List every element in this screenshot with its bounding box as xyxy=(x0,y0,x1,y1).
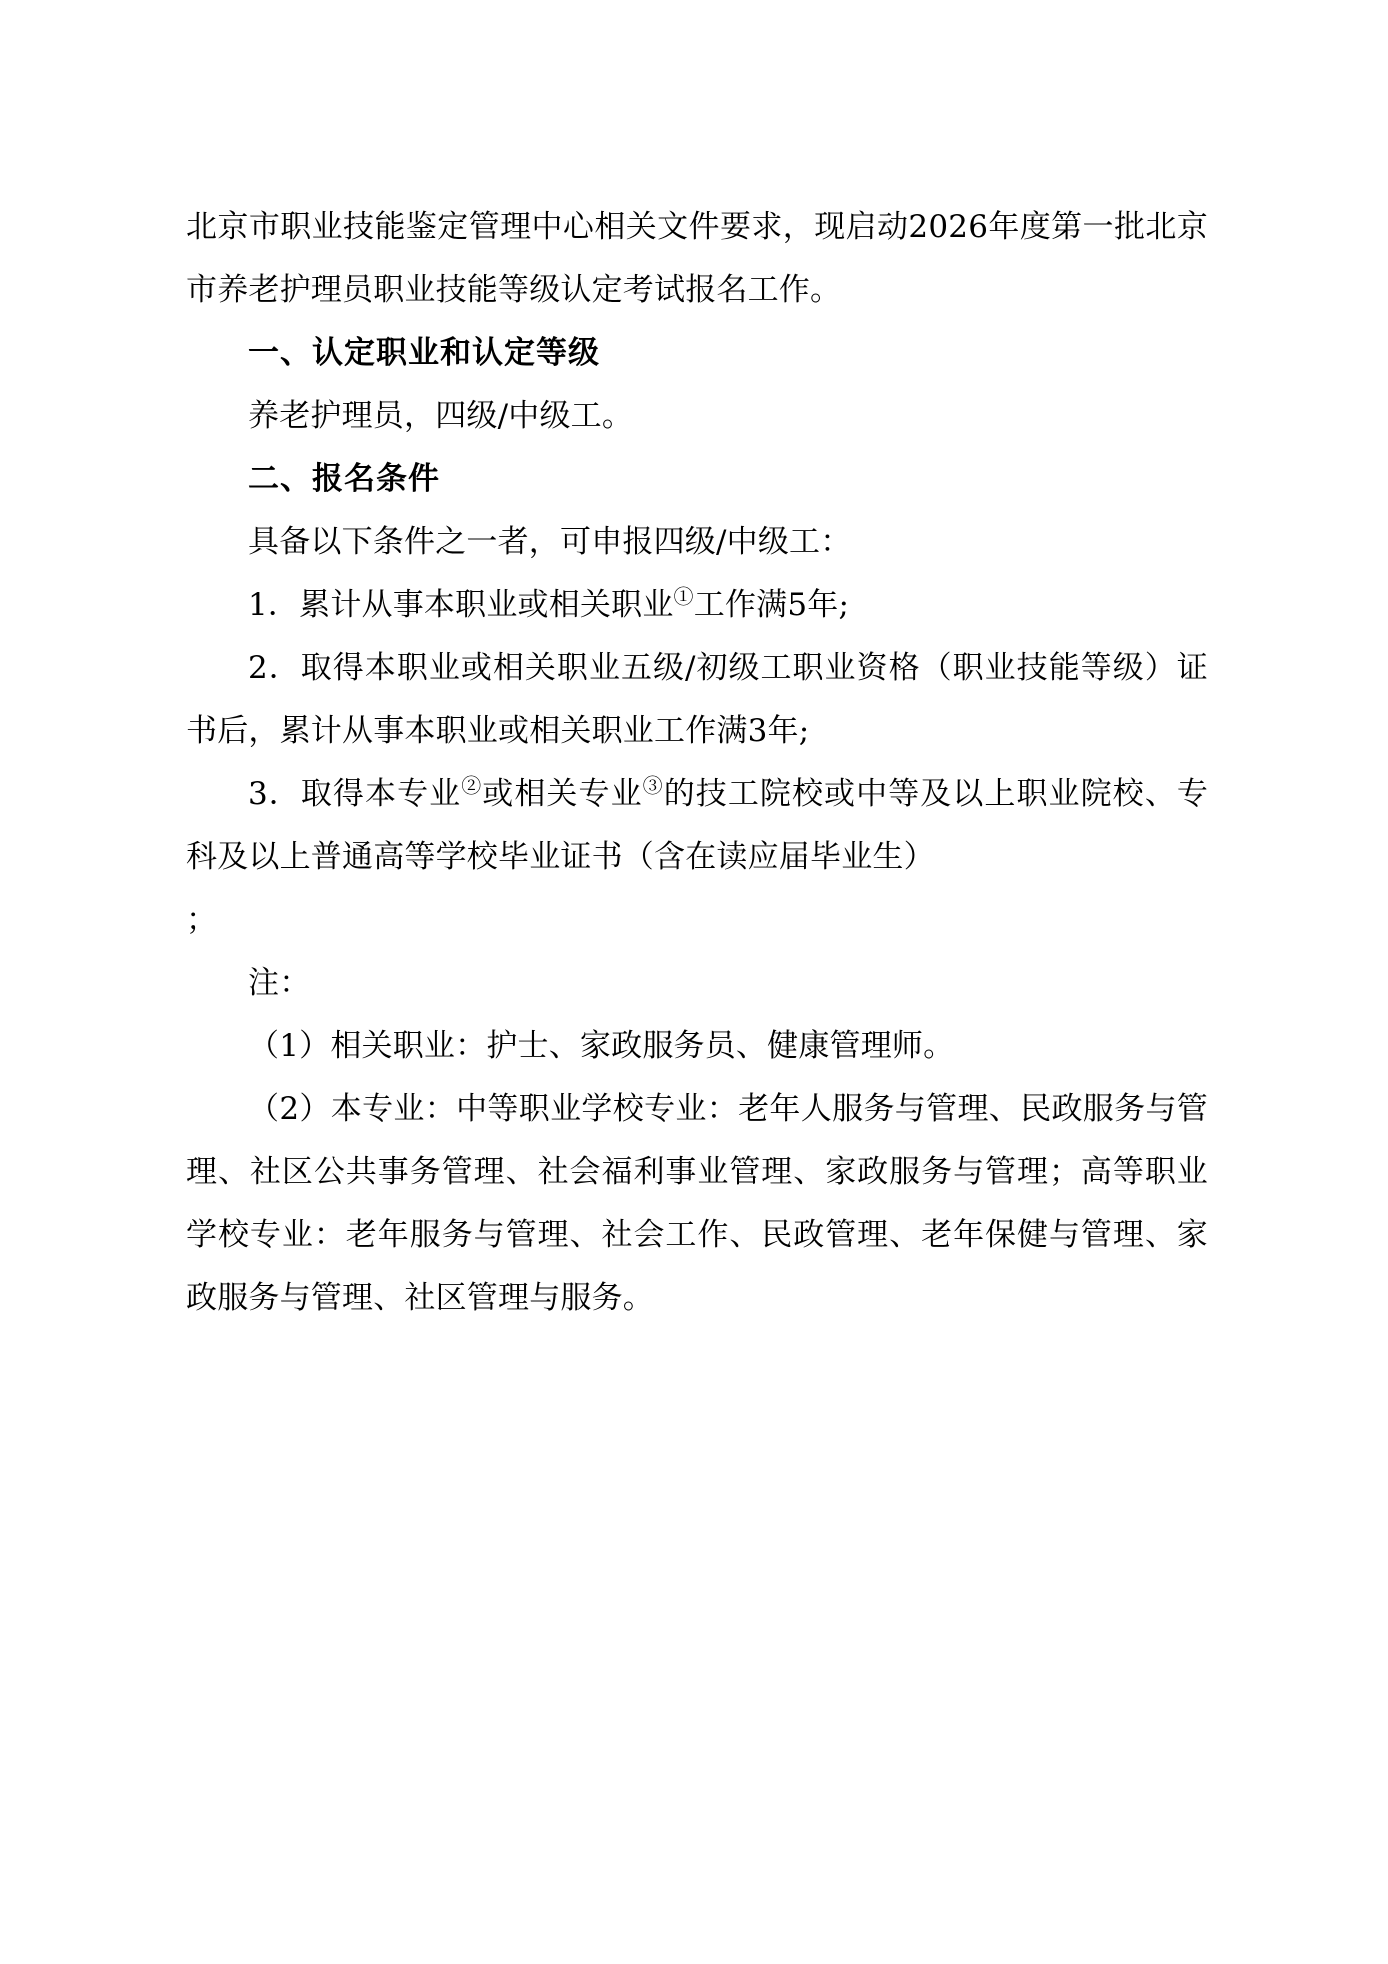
list-item-2: 2．取得本职业或相关职业五级/初级工职业资格（职业技能等级）证书后，累计从事本职业或相关职业工作满3年; xyxy=(186,650,1208,749)
footnote-marker: ① xyxy=(673,584,694,609)
heading-section-2: 二、报名条件 xyxy=(248,461,440,497)
paragraph-intro: 北京市职业技能鉴定管理中心相关文件要求，现启动2026年度第一批北京市养老护理员职业技能等级认定考试报名工作。 xyxy=(186,209,1208,308)
heading-section-1: 一、认定职业和认定等级 xyxy=(248,335,600,371)
note-item-1: （1）相关职业：护士、家政服务员、健康管理师。 xyxy=(248,1028,955,1064)
paragraph-section-1-body: 养老护理员，四级/中级工。 xyxy=(248,398,634,434)
paragraph-section-2-lead: 具备以下条件之一者，可申报四级/中级工： xyxy=(248,524,852,560)
list-item-1: 1．累计从事本职业或相关职业①工作满5年; xyxy=(248,584,850,623)
footnote-marker: ③ xyxy=(642,773,664,798)
note-label: 注： xyxy=(248,965,311,1001)
list-item-3-terminator: ； xyxy=(186,902,218,938)
document-body xyxy=(186,196,1208,1330)
footnote-marker: ② xyxy=(461,773,483,798)
list-item-3: 3．取得本专业②或相关专业③的技工院校或中等及以上职业院校、专科及以上普通高等学校毕业证书（含在读应届毕业生） xyxy=(186,773,1209,875)
note-item-2: （2）本专业：中等职业学校专业：老年人服务与管理、民政服务与管理、社区公共事务管理、社会福利事业管理、家政服务与管理；高等职业学校专业：老年服务与管理、社会工作、民政管理、老年保健与管理、家政服务与管理、社区管理与服务。 xyxy=(186,1091,1208,1316)
